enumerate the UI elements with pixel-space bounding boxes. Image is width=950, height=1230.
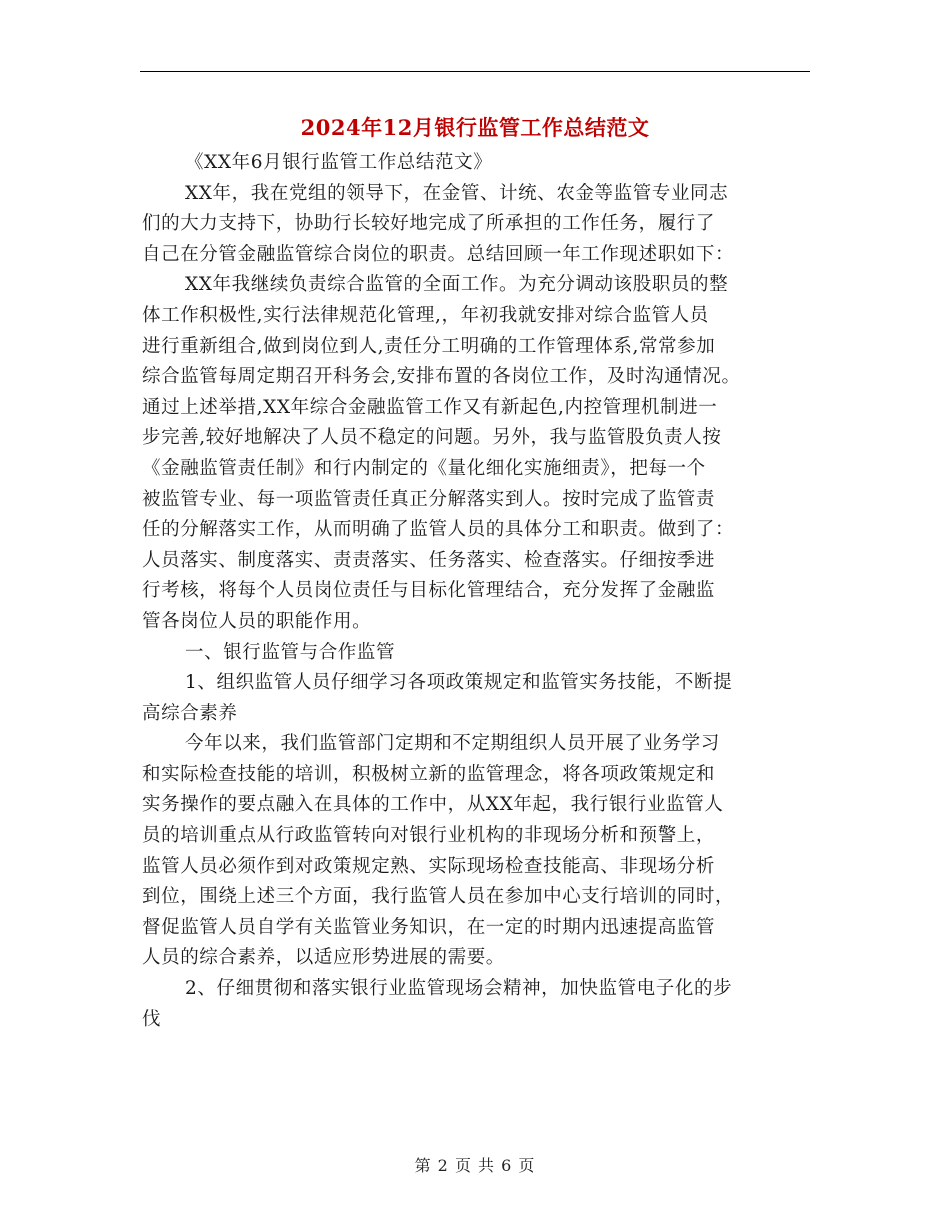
- header-rule: [140, 71, 810, 72]
- subsection-heading: 2、仔细贯彻和落实银行业监管现场会精神，加快监管电子化的步: [185, 978, 733, 1000]
- section-heading: 一、银行监管与合作监管: [185, 641, 396, 663]
- body-line: 被监管专业、每一项监管责任真正分解落实到人。按时完成了监管责: [142, 488, 716, 510]
- subsection-heading-continued: 伐: [142, 1008, 162, 1030]
- body-line: XX年，我在党组的领导下，在金管、计统、农金等监管专业同志: [185, 182, 729, 204]
- subsection-heading: 1、组织监管人员仔细学习各项政策规定和监管实务技能，不断提: [185, 672, 733, 694]
- body-line: 通过上述举措,XX年综合金融监管工作又有新起色,内控管理机制进一: [142, 396, 718, 418]
- body-line: 们的大力支持下，协助行长较好地完成了所承担的工作任务，履行了: [142, 213, 716, 235]
- body-line: 《金融监管责任制》和行内制定的《量化细化实施细责》，把每一个: [142, 457, 706, 479]
- body-line: 步完善,较好地解决了人员不稳定的问题。另外，我与监管股负责人按: [142, 427, 722, 449]
- body-line: 今年以来，我们监管部门定期和不定期组织人员开展了业务学习: [185, 733, 720, 755]
- body-line: 体工作积极性,实行法律规范化管理,，年初我就安排对综合监管人员: [142, 304, 709, 326]
- body-line: 《XX年6月银行监管工作总结范文》: [185, 152, 493, 173]
- body-line: 实务操作的要点融入在具体的工作中，从XX年起，我行银行业监管人: [142, 794, 724, 816]
- body-line: 监管人员必须作到对政策规定熟、实际现场检查技能高、非现场分析: [142, 855, 716, 877]
- body-line: 督促监管人员自学有关监管业务知识，在一定的时期内迅速提高监管: [142, 916, 716, 938]
- body-line: 综合监管每周定期召开科务会,安排布置的各岗位工作，及时沟通情况。: [142, 366, 741, 388]
- document-body: [142, 148, 832, 1035]
- body-line: 进行重新组合,做到岗位到人,责任分工明确的工作管理体系,常常参加: [142, 335, 716, 357]
- subsection-heading-continued: 高综合素养: [142, 702, 238, 724]
- body-line: 员的培训重点从行政监管转向对银行业机构的非现场分析和预警上，: [142, 825, 716, 847]
- body-line: 行考核，将每个人员岗位责任与目标化管理结合，充分发挥了金融监: [142, 580, 716, 602]
- body-line: 人员落实、制度落实、责责落实、任务落实、检查落实。仔细按季进: [142, 549, 716, 571]
- document-title: 2024年12月银行监管工作总结范文: [300, 115, 650, 140]
- body-line: 自己在分管金融监管综合岗位的职责。总结回顾一年工作现述职如下：: [142, 243, 735, 265]
- body-line: 到位，围绕上述三个方面，我行监管人员在参加中心支行培训的同时，: [142, 886, 735, 908]
- body-line: XX年我继续负责综合监管的全面工作。为充分调动该股职员的整: [185, 274, 729, 296]
- page-footer: 第 2 页 共 6 页: [414, 1156, 536, 1175]
- body-line: 和实际检查技能的培训，积极树立新的监管理念，将各项政策规定和: [142, 763, 716, 785]
- body-line: 管各岗位人员的职能作用。: [142, 610, 372, 632]
- body-line: 人员的综合素养，以适应形势进展的需要。: [142, 947, 505, 969]
- body-line: 任的分解落实工作，从而明确了监管人员的具体分工和职责。做到了：: [142, 519, 735, 541]
